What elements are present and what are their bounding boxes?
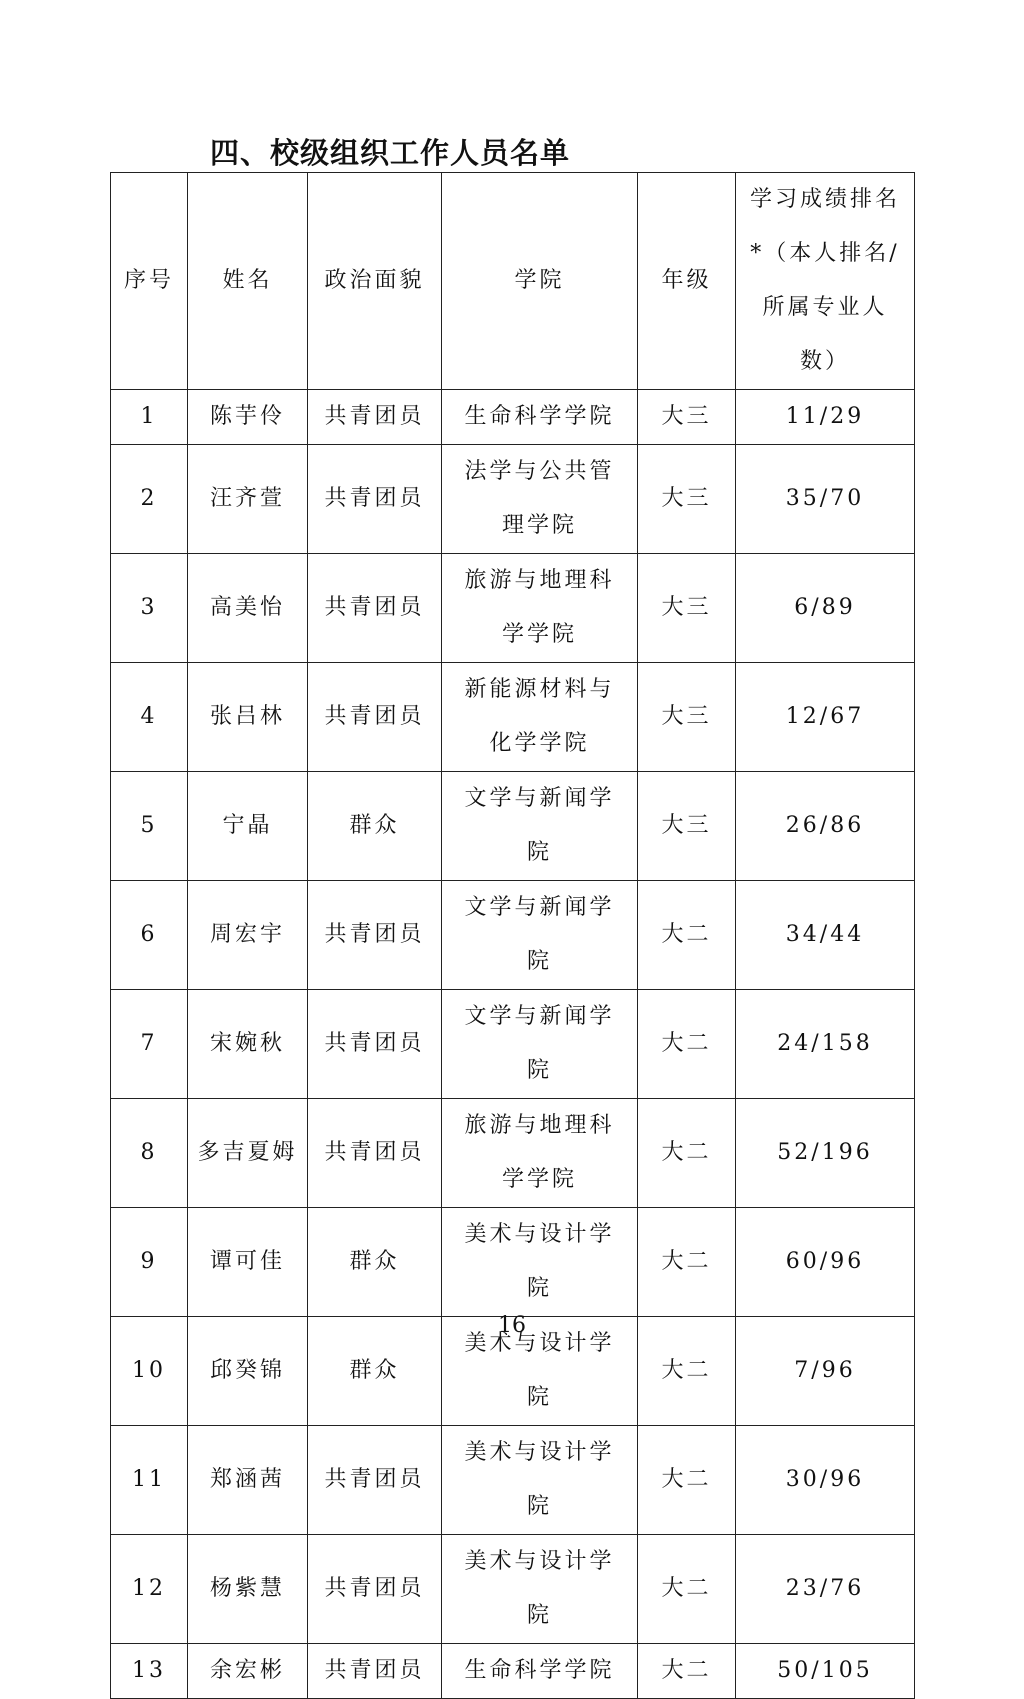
- cell-college-text: 法学与公共管理学院: [464, 459, 615, 538]
- table-header-row: [111, 173, 915, 390]
- cell-political-status: 共青团员: [308, 1644, 442, 1699]
- cell-index: 10: [111, 1317, 188, 1426]
- cell-grade: 大二: [638, 1644, 736, 1699]
- table-row: [111, 881, 915, 990]
- cell-grade: 大三: [638, 663, 736, 772]
- cell-college: [442, 1535, 638, 1644]
- cell-grade: 大二: [638, 1535, 736, 1644]
- cell-political-status: 共青团员: [308, 990, 442, 1099]
- cell-grade: 大三: [638, 772, 736, 881]
- cell-name: 张吕林: [188, 663, 308, 772]
- cell-college-text: 文学与新闻学院: [464, 895, 615, 974]
- cell-name: 余宏彬: [188, 1644, 308, 1699]
- cell-grade: 大二: [638, 1426, 736, 1535]
- cell-college-text: 生命科学学院: [464, 1658, 615, 1683]
- cell-index: 11: [111, 1426, 188, 1535]
- cell-college-text: 美术与设计学院: [464, 1549, 615, 1628]
- cell-ranking: 50/105: [736, 1644, 915, 1699]
- cell-name: 谭可佳: [188, 1208, 308, 1317]
- cell-political-status: 共青团员: [308, 1099, 442, 1208]
- cell-college-text: 文学与新闻学院: [464, 1004, 615, 1083]
- cell-name: 汪齐萱: [188, 445, 308, 554]
- cell-index: 9: [111, 1208, 188, 1317]
- cell-grade: 大三: [638, 445, 736, 554]
- table-row: [111, 1208, 915, 1317]
- cell-political-status: 群众: [308, 1317, 442, 1426]
- cell-political-status: 共青团员: [308, 881, 442, 990]
- cell-college-text: 美术与设计学院: [464, 1440, 615, 1519]
- cell-ranking: 6/89: [736, 554, 915, 663]
- cell-name: 陈芋伶: [188, 390, 308, 445]
- cell-political-status: 共青团员: [308, 390, 442, 445]
- cell-college: [442, 663, 638, 772]
- cell-index: 5: [111, 772, 188, 881]
- cell-college-text: 旅游与地理科学学院: [464, 1113, 615, 1192]
- cell-college-text: 文学与新闻学院: [464, 786, 615, 865]
- cell-college: [442, 1208, 638, 1317]
- column-header-index: 序号: [111, 173, 188, 390]
- cell-grade: 大二: [638, 1099, 736, 1208]
- cell-ranking: 34/44: [736, 881, 915, 990]
- cell-ranking: 60/96: [736, 1208, 915, 1317]
- cell-grade: 大二: [638, 1317, 736, 1426]
- cell-ranking: 35/70: [736, 445, 915, 554]
- cell-ranking: 24/158: [736, 990, 915, 1099]
- cell-ranking: 12/67: [736, 663, 915, 772]
- cell-political-status: 共青团员: [308, 1426, 442, 1535]
- cell-college-text: 新能源材料与化学学院: [464, 677, 615, 756]
- cell-college-text: 美术与设计学院: [464, 1331, 615, 1410]
- cell-political-status: 群众: [308, 772, 442, 881]
- cell-index: 6: [111, 881, 188, 990]
- page-number: 16: [498, 1313, 526, 1338]
- cell-college: [442, 445, 638, 554]
- cell-name: 郑涵茜: [188, 1426, 308, 1535]
- cell-name: 高美怡: [188, 554, 308, 663]
- cell-college: [442, 390, 638, 445]
- cell-name: 邱癸锦: [188, 1317, 308, 1426]
- table-row: [111, 390, 915, 445]
- cell-college: [442, 990, 638, 1099]
- cell-name: 周宏宇: [188, 881, 308, 990]
- page-title: 四、校级组织工作人员名单: [210, 136, 571, 170]
- column-header-college: 学院: [442, 173, 638, 390]
- cell-college: [442, 1644, 638, 1699]
- cell-index: 13: [111, 1644, 188, 1699]
- cell-grade: 大二: [638, 1208, 736, 1317]
- staff-roster-table: [110, 172, 915, 1699]
- cell-college: [442, 554, 638, 663]
- table-row: [111, 445, 915, 554]
- cell-name: 杨紫慧: [188, 1535, 308, 1644]
- cell-college-text: 旅游与地理科学学院: [464, 568, 615, 647]
- cell-ranking: 30/96: [736, 1426, 915, 1535]
- cell-political-status: 共青团员: [308, 445, 442, 554]
- cell-index: 12: [111, 1535, 188, 1644]
- table-row: [111, 1426, 915, 1535]
- table-row: [111, 1644, 915, 1699]
- cell-index: 1: [111, 390, 188, 445]
- table-row: [111, 772, 915, 881]
- cell-college: [442, 1426, 638, 1535]
- table-row: [111, 554, 915, 663]
- column-header-political-status: 政治面貌: [308, 173, 442, 390]
- cell-name: 宋婉秋: [188, 990, 308, 1099]
- column-header-ranking-label: 学习成绩排名*（本人排名/所属专业人数）: [749, 187, 900, 374]
- cell-ranking: 23/76: [736, 1535, 915, 1644]
- cell-index: 3: [111, 554, 188, 663]
- cell-name: 多吉夏姆: [188, 1099, 308, 1208]
- table-row: [111, 663, 915, 772]
- cell-index: 7: [111, 990, 188, 1099]
- column-header-name: 姓名: [188, 173, 308, 390]
- table-row: [111, 990, 915, 1099]
- cell-index: 8: [111, 1099, 188, 1208]
- cell-ranking: 52/196: [736, 1099, 915, 1208]
- cell-grade: 大二: [638, 881, 736, 990]
- cell-college: [442, 881, 638, 990]
- cell-grade: 大三: [638, 554, 736, 663]
- cell-college: [442, 772, 638, 881]
- cell-political-status: 共青团员: [308, 1535, 442, 1644]
- cell-name: 宁晶: [188, 772, 308, 881]
- cell-political-status: 群众: [308, 1208, 442, 1317]
- cell-ranking: 26/86: [736, 772, 915, 881]
- cell-college-text: 美术与设计学院: [464, 1222, 615, 1301]
- cell-ranking: 7/96: [736, 1317, 915, 1426]
- table-row: [111, 1535, 915, 1644]
- cell-grade: 大二: [638, 990, 736, 1099]
- cell-ranking: 11/29: [736, 390, 915, 445]
- cell-college-text: 生命科学学院: [464, 404, 615, 429]
- table-row: [111, 1099, 915, 1208]
- cell-political-status: 共青团员: [308, 554, 442, 663]
- cell-political-status: 共青团员: [308, 663, 442, 772]
- cell-grade: 大三: [638, 390, 736, 445]
- cell-college: [442, 1099, 638, 1208]
- cell-index: 2: [111, 445, 188, 554]
- cell-index: 4: [111, 663, 188, 772]
- column-header-ranking: [736, 173, 915, 390]
- column-header-grade: 年级: [638, 173, 736, 390]
